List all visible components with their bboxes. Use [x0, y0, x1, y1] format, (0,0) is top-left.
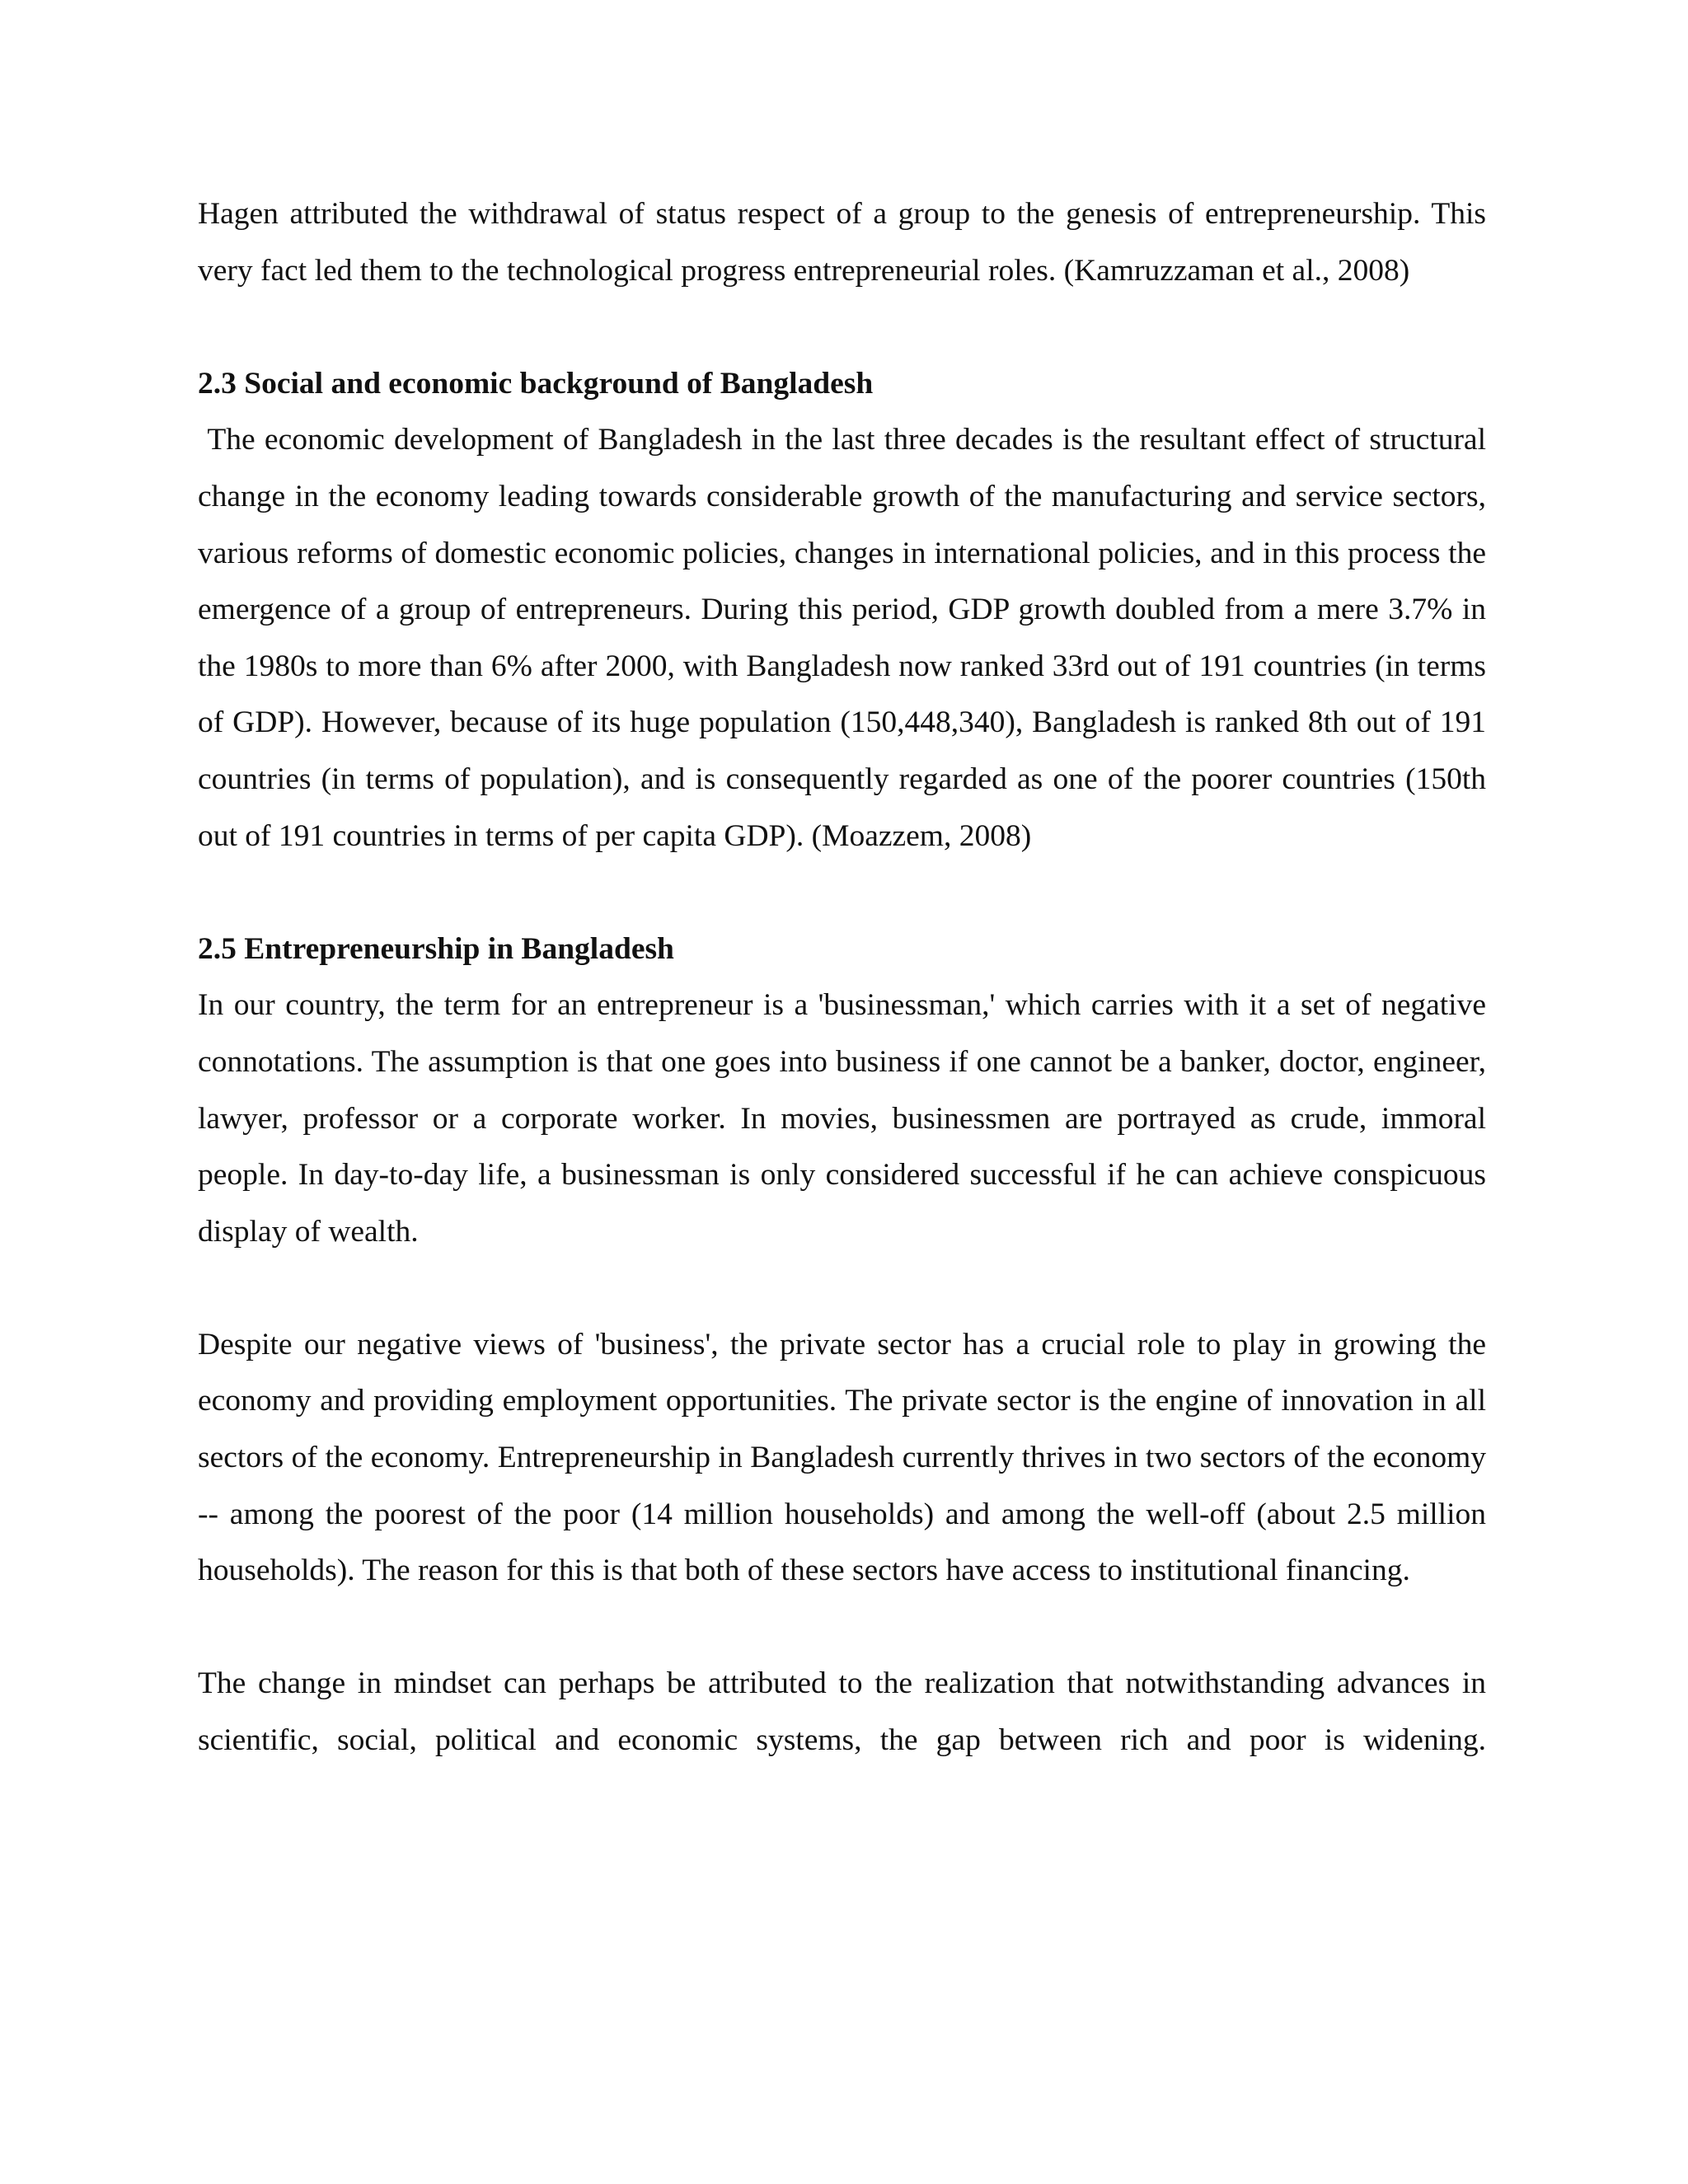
section-2-3-paragraph-text: The economic development of Bangladesh in the last three decades is the resultant effect of structural change in the economy leading towards considerable growth of the manufacturing and service sectors, various reforms of domestic economic policies, changes in international policies, and in this process the emergence of a group of entrepreneurs. During this period, GDP growth doubled from a mere 3.7% in the 1980s to more than 6% after 2000, with Bangladesh now ranked 33rd out of 191 countries (in terms of GDP). However, because of its huge population (150,448,340), Bangladesh is ranked 8th out of 191 countries (in terms of population), and is consequently regarded as one of the poorer countries (150th out of 191 countries in terms of per capita GDP). (Moazzem, 2008): [198, 423, 1486, 853]
paragraph-spacer: [198, 299, 1486, 356]
section-2-5-paragraph-2: Despite our negative views of 'business', the private sector has a crucial role to play in growing the economy and providing employment opportunities. The private sector is the engine of innovation in all sectors of the economy. Entrepreneurship in Bangladesh currently thrives in two sectors of the economy -- among the poorest of the poor (14 million households) and among the well-off (about 2.5 million households). The reason for this is that both of these sectors have access to institutional financing.: [198, 1327, 1486, 1588]
paragraph-spacer: [198, 1260, 1486, 1317]
document-body: [198, 186, 1486, 1769]
intro-paragraph: Hagen attributed the withdrawal of status respect of a group to the genesis of entrepreneurship. This very fact led them to the technological progress entrepreneurial roles. (Kamruzzaman et al., 2008): [198, 197, 1486, 288]
section-heading-2-3: 2.3 Social and economic background of Bangladesh: [198, 366, 874, 401]
section-2-5-paragraph-1: In our country, the term for an entrepreneur is a 'businessman,' which carries with it a set of negative connotations. The assumption is that one goes into business if one cannot be a banker, doctor, engineer, lawyer, professor or a corporate worker. In movies, businessmen are portrayed as crude, immoral people. In day-to-day life, a businessman is only considered successful if he can achieve conspicuous display of wealth.: [198, 988, 1486, 1249]
paragraph-spacer: [198, 1600, 1486, 1657]
section-heading-2-5: 2.5 Entrepreneurship in Bangladesh: [198, 931, 674, 966]
section-2-3-paragraph: [198, 412, 1486, 865]
paragraph-spacer: [198, 865, 1486, 921]
section-2-5-paragraph-3: The change in mindset can perhaps be attributed to the realization that notwithstanding advances in scientific, social, political and economic systems, the gap between rich and poor is widening.: [198, 1666, 1486, 1758]
